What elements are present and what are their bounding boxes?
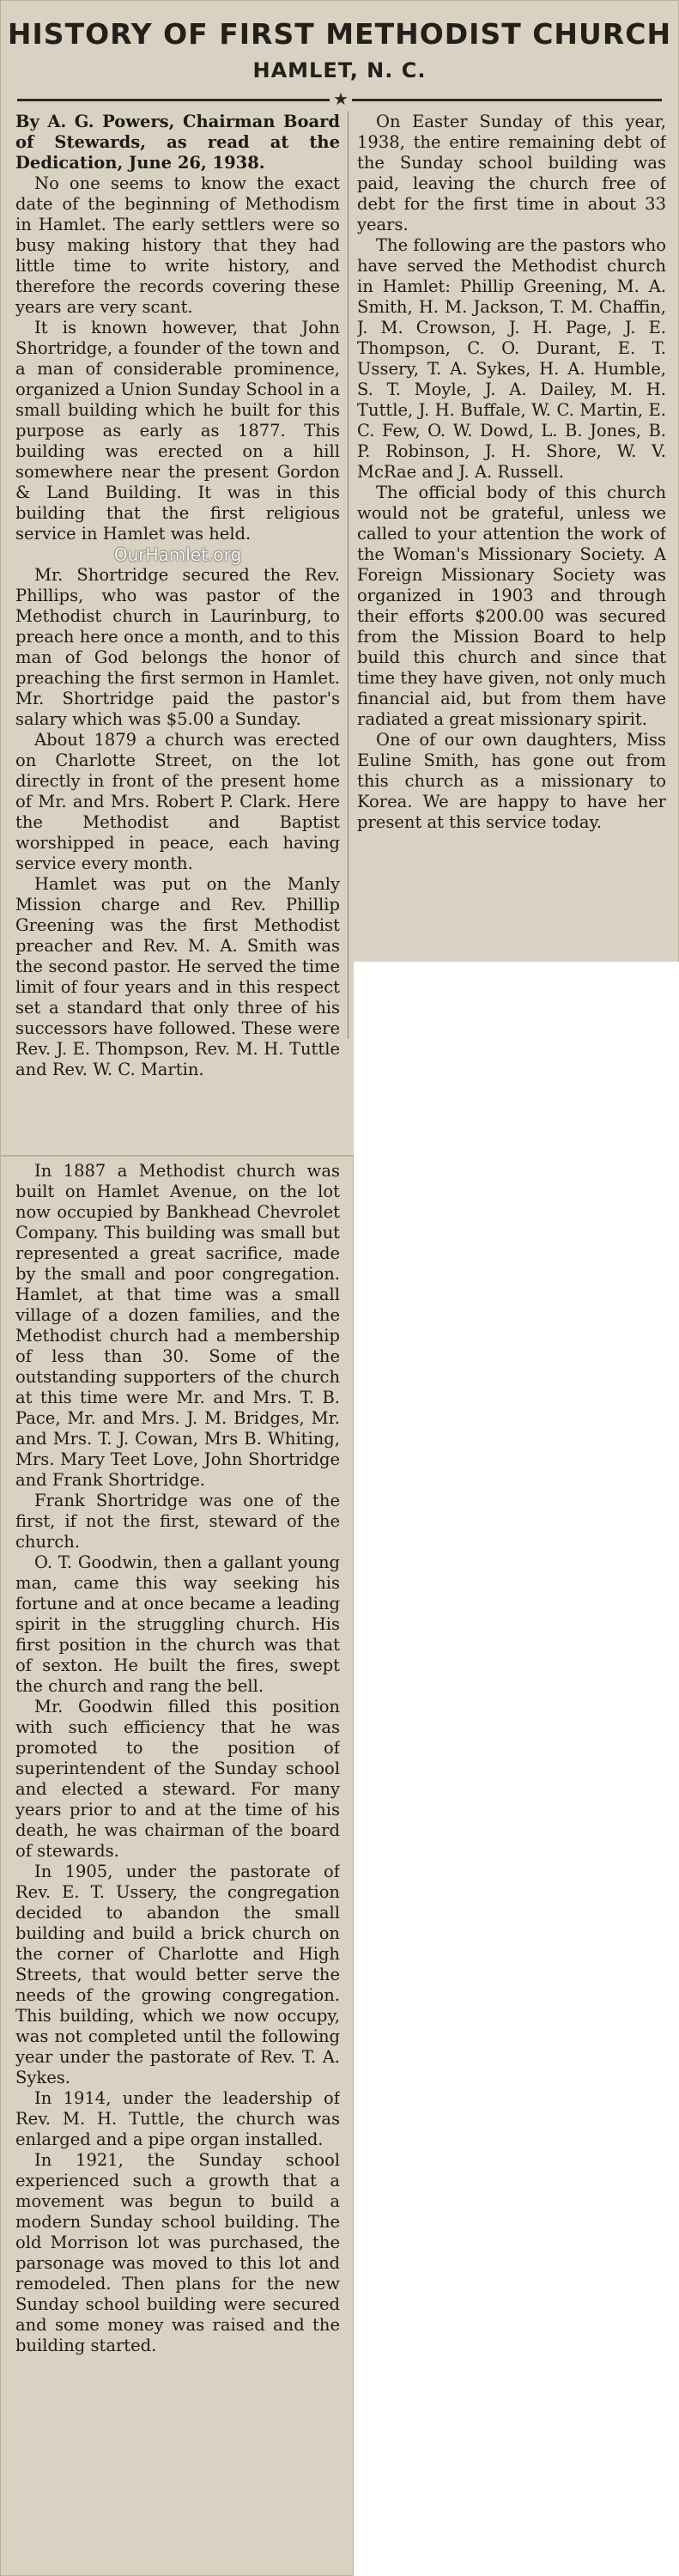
column-divider xyxy=(348,112,349,1039)
column-right xyxy=(357,112,666,962)
paragraph: No one seems to know the exact date of the beginning of Methodism in Hamlet. The early settlers were so busy making history that they had little time to write history, and therefore the records covering these years are very scant. xyxy=(15,173,340,317)
byline: By A. G. Powers, Chairman Board of Stewards, as read at the Dedication, June 26, 1938. xyxy=(15,112,340,173)
paragraph: About 1879 a church was erected on Charlotte Street, on the lot directly in front of the present home of Mr. and Mrs. Robert P. Clark. Here the Methodist and Baptist worshipped in peace, each having service every month. xyxy=(15,730,340,873)
paragraph: Mr. Goodwin filled this position with such efficiency that he was promoted to the position of superintendent of the Sunday school and elected a steward. For many years prior to and at the time of his death, he was chairman of the board of stewards. xyxy=(15,1697,340,1861)
article-title: HISTORY OF FIRST METHODIST CHURCH xyxy=(7,17,672,51)
paragraph: Mr. Shortridge secured the Rev. Phillips, who was pastor of the Methodist church in Laurinburg, to preach here once a month, and to this man of God belongs the honor of preaching the first sermon in Hamlet. Mr. Shortridge paid the pastor's salary which was $5.00 a Sunday. xyxy=(15,565,340,729)
paragraph: In 1905, under the pastorate of Rev. E. T. Ussery, the congregation decided to abandon the small building and build a brick church on the corner of Charlotte and High Streets, that would better serve the needs of the growing congregation. This building, which we now occupy, was not completed until the following year under the pastorate of Rev. T. A. Sykes. xyxy=(15,1862,340,2087)
paragraph: The following are the pastors who have served the Methodist church in Hamlet: Phillip Greening, M. A. Smith, H. M. Jackson, T. M. Chaffin, J. M. Crowson, J. H. Page, J. E. Thompson, C. O. Durant, E. T. Ussery, T. A. Sykes, H. A. Humble, S. T. Moyle, J. A. Dailey, M. H. Tuttle, J. H. Buffale, W. C. Martin, E. C. Few, O. W. Dowd, L. B. Jones, B. P. Robinson, J. H. Shore, W. V. McRae and J. A. Russell. xyxy=(357,235,666,482)
paragraph: In 1921, the Sunday school experienced such a growth that a movement was begun to build a modern Sunday school building. The old Morrison lot was purchased, the parsonage was moved to this lot and remodeled. Then plans for the new Sunday school building were secured and some money was raised and the building started. xyxy=(15,2150,340,2355)
paragraph: In 1887 a Methodist church was built on Hamlet Avenue, on the lot now occupied by Bankhead Chevrolet Company. This building was small but represented a great sacrifice, made by the small and poor congregation. Hamlet, at that time was a small village of a dozen families, and the Methodist church had a membership of less than 30. Some of the outstanding supporters of the church at this time were Mr. and Mrs. T. B. Pace, Mr. and Mrs. J. M. Bridges, Mr. and Mrs. T. J. Cowan, Mrs B. Whiting, Mrs. Mary Teet Love, John Shortridge and Frank Shortridge. xyxy=(15,1161,340,1490)
paragraph: It is known however, that John Shortridge, a founder of the town and a man of considerable prominence, organized a Union Sunday School in a small building which he built for this purpose as early as 1877. This building was erected on a hill somewhere near the present Gordon & Land Building. It was in this building that the first religious service in Hamlet was held. xyxy=(15,318,340,544)
star-ornament-icon: ★ xyxy=(330,89,352,108)
column-left xyxy=(15,112,340,1155)
watermark-text: OurHamlet.org xyxy=(113,544,242,565)
paragraph: In 1914, under the leadership of Rev. M. H. Tuttle, the church was enlarged and a pipe organ installed. xyxy=(15,2088,340,2149)
paragraph: One of our own daughters, Miss Euline Smith, has gone out from this church as a missionary to Korea. We are happy to have her present at this service today. xyxy=(357,730,666,832)
paragraph: Frank Shortridge was one of the first, if not the first, steward of the church. xyxy=(15,1491,340,1552)
paragraph: On Easter Sunday of this year, 1938, the entire remaining debt of the Sunday school building was paid, leaving the church free of debt for the first time in about 33 years. xyxy=(357,112,666,234)
column-continued xyxy=(15,1161,340,2569)
blank-area xyxy=(354,962,679,2576)
paragraph: Hamlet was put on the Manly Mission charge and Rev. Phillip Greening was the first Methodist preacher and Rev. M. A. Smith was the second pastor. He served the time limit of four years and in this respect set a standard that only three of his successors have followed. These were Rev. J. E. Thompson, Rev. M. H. Tuttle and Rev. W. C. Martin. xyxy=(15,874,340,1079)
paragraph: O. T. Goodwin, then a gallant young man, came this way seeking his fortune and at once became a leading spirit in the struggling church. His first position in the church was that of sexton. He built the fires, swept the church and rang the bell. xyxy=(15,1552,340,1696)
article-dateline: HAMLET, N. C. xyxy=(252,58,427,82)
paragraph: The official body of this church would not be grateful, unless we called to your attention the work of the Woman's Missionary Society. A Foreign Missionary Society was organized in 1903 and through their efforts $200.00 was secured from the Mission Board to help build this church and since that time they have given, not only much financial aid, but from them have radiated a great missionary spirit. xyxy=(357,483,666,729)
